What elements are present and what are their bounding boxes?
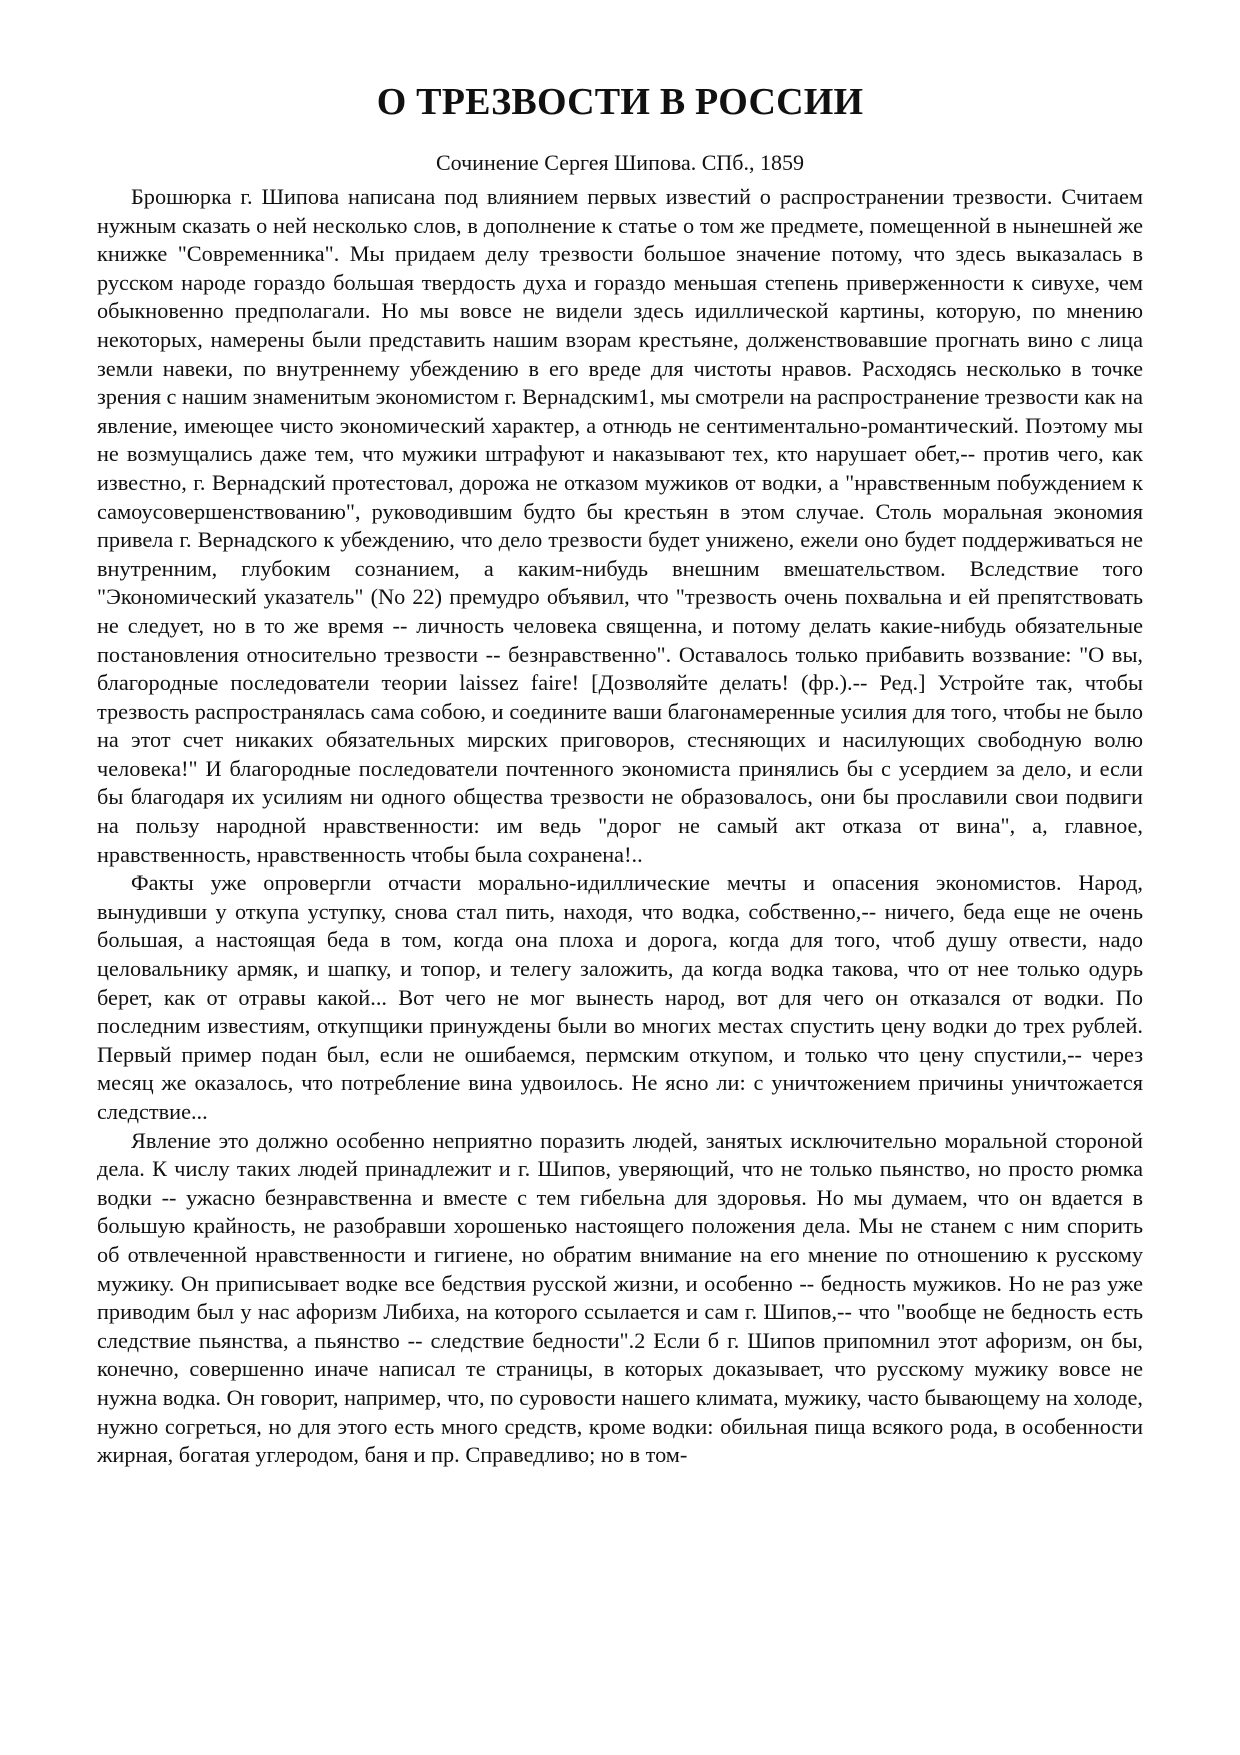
- paragraph-2: Факты уже опровергли отчасти морально-идиллические мечты и опасения экономистов. Народ, вынудивши у откупа уступку, снова стал пить, находя, что водка, собственно,-- ничего, беда еще не очень большая, а настоящая беда в том, когда она плоха и дорога, когда для того, чтоб душу отвести, надо целовальнику армяк, и шапку, и топор, и телегу заложить, да когда водка такова, что от нее только одурь берет, как от отравы какой... Вот чего не мог вынесть народ, вот для чего он отказался от водки. По последним известиям, откупщики принуждены были во многих местах спустить цену водки до трех рублей. Первый пример подан был, если не ошибаемся, пермским откупом, и только что цену спустили,-- через месяц же оказалось, что потребление вина удвоилось. Не ясно ли: с уничтожением причины уничтожается следствие...: [97, 870, 1143, 1124]
- document-body: [97, 183, 1143, 1470]
- document-title: О ТРЕЗВОСТИ В РОССИИ: [376, 81, 864, 123]
- paragraph-1: Брошюрка г. Шипова написана под влиянием первых известий о распространении трезвости. Считаем нужным сказать о ней несколько слов, в дополнение к статье о том же предмете, помещенной в нынешней же книжке "Современника". Мы придаем делу трезвости большое значение потому, что здесь выказалась в русском народе гораздо большая твердость духа и гораздо меньшая степень приверженности к сивухе, чем обыкновенно предполагали. Но мы вовсе не видели здесь идиллической картины, которую, по мнению некоторых, намерены были представить нашим взорам крестьяне, долженствовавшие прогнать вино с лица земли навеки, по внутреннему убеждению в его вреде для чистоты нравов. Расходясь несколько в точке зрения с нашим знаменитым экономистом г. Вернадским1, мы смотрели на распространение трезвости как на явление, имеющее чисто экономический характер, а отнюдь не сентиментально-романтический. Поэтому мы не возмущались даже тем, что мужики штрафуют и наказывают тех, кто нарушает обет,-- против чего, как известно, г. Вернадский протестовал, дорожа не отказом мужиков от водки, а "нравственным побуждением к самоусовершенствованию", руководившим будто бы крестьян в этом случае. Столь моральная экономия привела г. Вернадского к убеждению, что дело трезвости будет унижено, ежели оно будет поддерживаться не внутренним, глубоким сознанием, а каким-нибудь внешним вмешательством. Вследствие того "Экономический указатель" (No 22) премудро объявил, что "трезвость очень похвальна и ей препятствовать не следует, но в то же время -- личность человека священна, и потому делать какие-нибудь обязательные постановления относительно трезвости -- безнравственно". Оставалось только прибавить воззвание: "О вы, благородные последователи теории laissez faire! [Дозволяйте делать! (фр.).-- Ред.] Устройте так, чтобы трезвость распространялась сама собою, и соедините ваши благонамеренные усилия для того, чтобы не было на этот счет никаких обязательных мирских приговоров, стесняющих и насилующих свободную волю человека!" И благородные последователи почтенного экономиста принялись бы с усердием за дело, и если бы благодаря их усилиям ни одного общества трезвости не образовалось, они бы прославили свои подвиги на пользу народной нравственности: им ведь "дорог не самый акт отказа от вина", а, главное, нравственность, нравственность чтобы была сохранена!..: [97, 184, 1143, 867]
- paragraph-3: Явление это должно особенно неприятно поразить людей, занятых исключительно моральной стороной дела. К числу таких людей принадлежит и г. Шипов, уверяющий, что не только пьянство, но просто рюмка водки -- ужасно безнравственна и вместе с тем гибельна для здоровья. Но мы думаем, что он вдается в большую крайность, не разобравши хорошенько настоящего положения дела. Мы не станем с ним спорить об отвлеченной нравственности и гигиене, но обратим внимание на его мнение по отношению к русскому мужику. Он приписывает водке все бедствия русской жизни, и особенно -- бедность мужиков. Но не раз уже приводим был у нас афоризм Либиха, на которого ссылается и сам г. Шипов,-- что "вообще не бедность есть следствие пьянства, а пьянство -- следствие бедности".2 Если б г. Шипов припомнил этот афоризм, он бы, конечно, совершенно иначе написал те страницы, в которых доказывает, что русскому мужику вовсе не нужна водка. Он говорит, например, что, по суровости нашего климата, мужику, часто бывающему на холоде, нужно согреться, но для этого есть много средств, кроме водки: обильная пища всякого рода, в особенности жирная, богатая углеродом, баня и пр. Справедливо; но в том-: [97, 1127, 1143, 1468]
- document-subtitle: Сочинение Сергея Шипова. СПб., 1859: [436, 150, 804, 175]
